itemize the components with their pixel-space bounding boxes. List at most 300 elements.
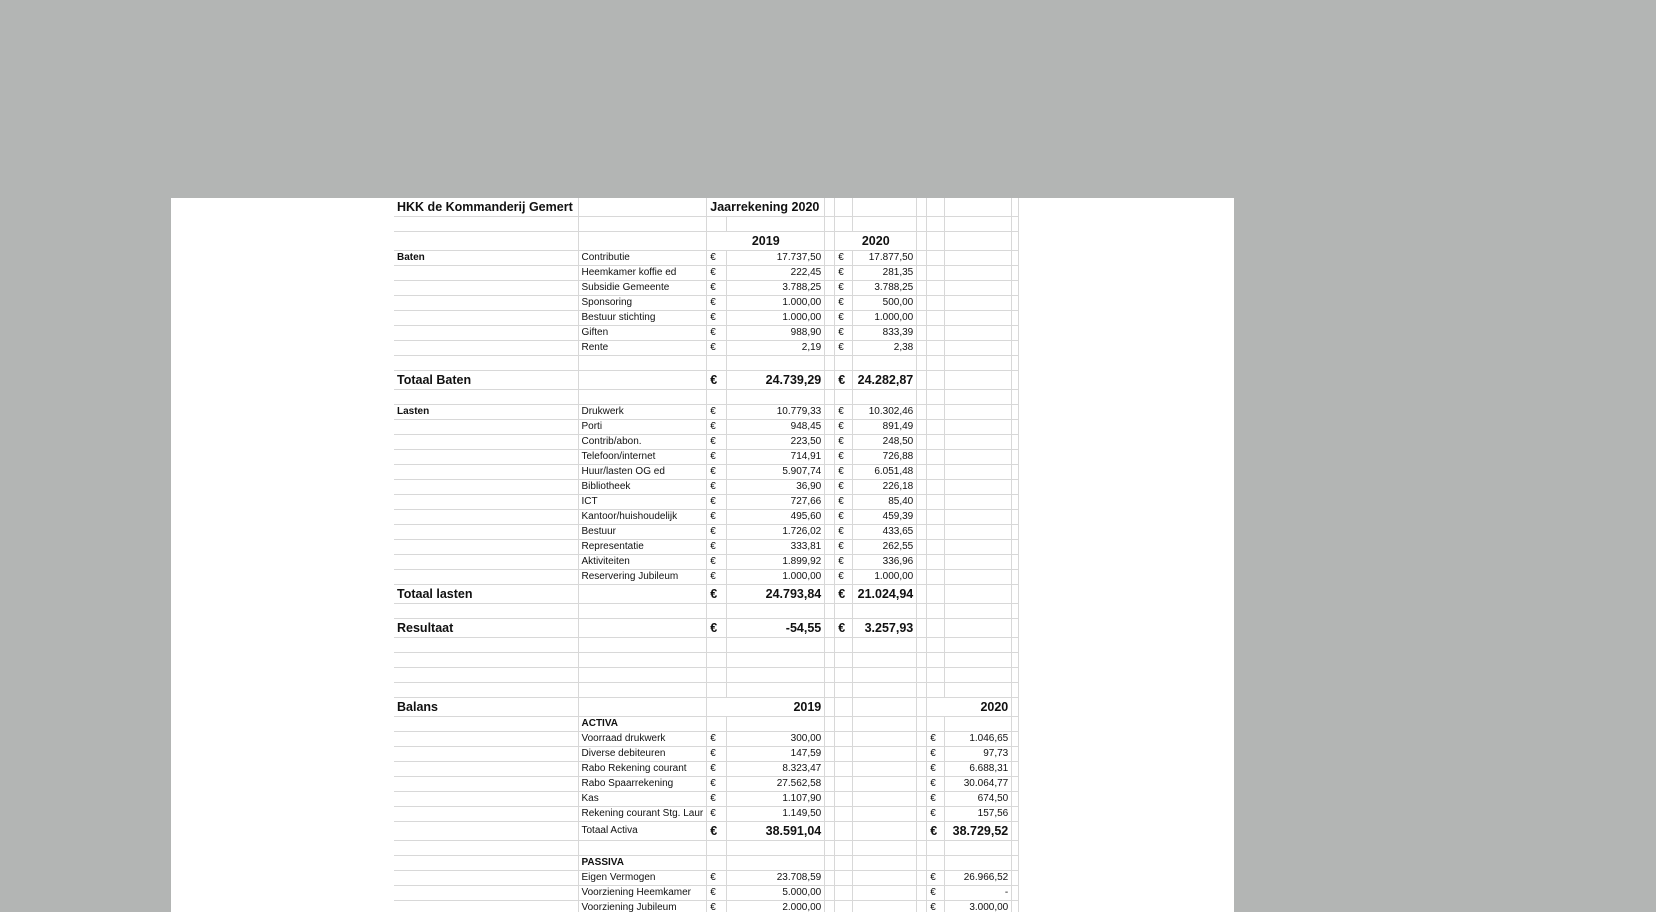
empty-cell: [1012, 420, 1019, 435]
empty-cell: [835, 871, 853, 886]
value-2020: 3.788,25: [853, 281, 917, 296]
empty-cell: [825, 311, 835, 326]
line-item-row: [394, 480, 1019, 495]
empty-cell: [1012, 480, 1019, 495]
empty-cell: [917, 698, 927, 717]
empty-cell: [394, 841, 578, 856]
value-2019: 1.726,02: [727, 525, 825, 540]
empty-cell: [927, 435, 945, 450]
empty-cell: [825, 525, 835, 540]
spacer-row: [394, 356, 1019, 371]
empty-cell: [835, 747, 853, 762]
empty-cell: [1012, 683, 1019, 698]
empty-cell: [1012, 555, 1019, 570]
empty-cell: [825, 390, 835, 405]
empty-cell: [1012, 251, 1019, 266]
empty-cell: [578, 638, 707, 653]
currency-symbol: €: [707, 871, 727, 886]
empty-cell: [945, 266, 1012, 281]
empty-cell: [825, 217, 835, 232]
currency-symbol: €: [835, 251, 853, 266]
empty-cell: [578, 841, 707, 856]
value-2020: 262,55: [853, 540, 917, 555]
empty-cell: [927, 420, 945, 435]
empty-cell: [394, 281, 578, 296]
empty-cell: [945, 341, 1012, 356]
empty-cell: [853, 886, 917, 901]
empty-cell: [853, 747, 917, 762]
empty-cell: [917, 732, 927, 747]
empty-cell: [825, 638, 835, 653]
empty-cell: [825, 450, 835, 465]
currency-symbol: €: [927, 901, 945, 912]
value-2020: 281,35: [853, 266, 917, 281]
item-name: Huur/lasten OG ed: [578, 465, 707, 480]
empty-cell: [825, 886, 835, 901]
empty-cell: [1012, 841, 1019, 856]
empty-cell: [578, 217, 707, 232]
empty-cell: [835, 822, 853, 841]
line-item-row: [394, 435, 1019, 450]
empty-cell: [945, 683, 1012, 698]
empty-cell: [927, 668, 945, 683]
value-2020: 248,50: [853, 435, 917, 450]
empty-cell: [917, 792, 927, 807]
empty-cell: [825, 570, 835, 585]
value-2020: 3.000,00: [945, 901, 1012, 912]
currency-symbol: €: [707, 266, 727, 281]
empty-cell: [945, 420, 1012, 435]
empty-cell: [394, 465, 578, 480]
empty-cell: [1012, 281, 1019, 296]
result-row: [394, 619, 1019, 638]
empty-cell: [945, 296, 1012, 311]
currency-symbol: €: [707, 495, 727, 510]
empty-cell: [835, 638, 853, 653]
currency-symbol: €: [835, 311, 853, 326]
empty-cell: [927, 296, 945, 311]
value-2019: 1.107,90: [727, 792, 825, 807]
item-name: Voorziening Heemkamer: [578, 886, 707, 901]
empty-cell: [853, 356, 917, 371]
empty-cell: [578, 653, 707, 668]
empty-cell: [917, 822, 927, 841]
empty-cell: [825, 901, 835, 912]
resultaat-2019: -54,55: [727, 619, 825, 638]
empty-cell: [917, 555, 927, 570]
empty-cell: [835, 390, 853, 405]
line-item-row: [394, 540, 1019, 555]
empty-cell: [727, 390, 825, 405]
line-item-row: [394, 450, 1019, 465]
empty-cell: [945, 405, 1012, 420]
empty-cell: [394, 450, 578, 465]
empty-cell: [825, 341, 835, 356]
currency-symbol: €: [707, 326, 727, 341]
value-2019: 36,90: [727, 480, 825, 495]
value-2020: 6.688,31: [945, 762, 1012, 777]
value-2019: 222,45: [727, 266, 825, 281]
currency-symbol: €: [835, 540, 853, 555]
item-name: Kas: [578, 792, 707, 807]
empty-cell: [835, 356, 853, 371]
currency-symbol: €: [707, 435, 727, 450]
empty-cell: [917, 341, 927, 356]
empty-cell: [927, 326, 945, 341]
value-2019: 5.907,74: [727, 465, 825, 480]
empty-cell: [394, 807, 578, 822]
empty-cell: [917, 717, 927, 732]
empty-cell: [945, 856, 1012, 871]
currency-symbol: €: [707, 540, 727, 555]
empty-cell: [727, 717, 825, 732]
empty-cell: [825, 792, 835, 807]
item-name: Heemkamer koffie ed: [578, 266, 707, 281]
value-2019: 27.562,58: [727, 777, 825, 792]
empty-cell: [835, 653, 853, 668]
empty-cell: [1012, 465, 1019, 480]
empty-cell: [1012, 356, 1019, 371]
empty-cell: [1012, 856, 1019, 871]
empty-cell: [394, 886, 578, 901]
totaal-activa-2019: 38.591,04: [727, 822, 825, 841]
empty-cell: [1012, 717, 1019, 732]
currency-symbol: €: [835, 405, 853, 420]
activa-label: ACTIVA: [578, 717, 707, 732]
total-row: [394, 822, 1019, 841]
empty-cell: [917, 510, 927, 525]
currency-symbol: €: [835, 480, 853, 495]
item-name: Sponsoring: [578, 296, 707, 311]
empty-cell: [835, 777, 853, 792]
currency-symbol: €: [707, 585, 727, 604]
empty-cell: [1012, 871, 1019, 886]
currency-symbol: €: [707, 901, 727, 912]
empty-cell: [917, 841, 927, 856]
empty-cell: [853, 792, 917, 807]
empty-cell: [825, 371, 835, 390]
empty-cell: [1012, 510, 1019, 525]
empty-cell: [1012, 604, 1019, 619]
empty-cell: [1012, 311, 1019, 326]
empty-cell: [1012, 807, 1019, 822]
currency-symbol: €: [927, 732, 945, 747]
line-item-row: [394, 871, 1019, 886]
empty-cell: [835, 886, 853, 901]
empty-cell: [917, 901, 927, 912]
spacer-row: [394, 638, 1019, 653]
currency-symbol: €: [707, 807, 727, 822]
empty-cell: [727, 841, 825, 856]
value-2020: 833,39: [853, 326, 917, 341]
empty-cell: [917, 266, 927, 281]
empty-cell: [835, 717, 853, 732]
totaal-baten-2019: 24.739,29: [727, 371, 825, 390]
currency-symbol: €: [927, 792, 945, 807]
empty-cell: [853, 822, 917, 841]
line-item-row: [394, 777, 1019, 792]
item-name: Voorziening Jubileum: [578, 901, 707, 912]
line-item-row: [394, 732, 1019, 747]
item-name: Rekening courant Stg. Laur: [578, 807, 707, 822]
value-2020: 97,73: [945, 747, 1012, 762]
empty-cell: [825, 251, 835, 266]
line-item-row: [394, 747, 1019, 762]
empty-cell: [917, 405, 927, 420]
line-item-row: [394, 296, 1019, 311]
empty-cell: [853, 762, 917, 777]
value-2019: 1.000,00: [727, 570, 825, 585]
empty-cell: [927, 266, 945, 281]
value-2020: 6.051,48: [853, 465, 917, 480]
line-item-row: [394, 251, 1019, 266]
currency-symbol: €: [927, 777, 945, 792]
empty-cell: [825, 435, 835, 450]
empty-cell: [394, 747, 578, 762]
empty-cell: [835, 792, 853, 807]
empty-cell: [927, 856, 945, 871]
empty-cell: [853, 683, 917, 698]
value-2019: 1.899,92: [727, 555, 825, 570]
item-name: Rente: [578, 341, 707, 356]
empty-cell: [825, 356, 835, 371]
currency-symbol: €: [927, 747, 945, 762]
currency-symbol: €: [835, 495, 853, 510]
line-item-row: [394, 807, 1019, 822]
empty-cell: [1012, 405, 1019, 420]
item-name: ICT: [578, 495, 707, 510]
empty-cell: [945, 619, 1012, 638]
item-name: Kantoor/huishoudelijk: [578, 510, 707, 525]
empty-cell: [394, 296, 578, 311]
empty-cell: [825, 807, 835, 822]
empty-cell: [578, 356, 707, 371]
empty-cell: [945, 450, 1012, 465]
empty-cell: [835, 807, 853, 822]
empty-cell: [394, 435, 578, 450]
empty-cell: [927, 232, 945, 251]
currency-symbol: €: [835, 296, 853, 311]
empty-cell: [917, 198, 927, 217]
value-2020: 1.000,00: [853, 311, 917, 326]
value-2020: 157,56: [945, 807, 1012, 822]
spacer-row: [394, 604, 1019, 619]
empty-cell: [917, 296, 927, 311]
line-item-row: [394, 281, 1019, 296]
empty-cell: [835, 668, 853, 683]
empty-cell: [1012, 341, 1019, 356]
currency-symbol: €: [835, 326, 853, 341]
empty-cell: [835, 683, 853, 698]
empty-cell: [917, 465, 927, 480]
year-header-2020: 2020: [835, 232, 917, 251]
empty-cell: [835, 217, 853, 232]
empty-cell: [394, 311, 578, 326]
empty-cell: [945, 232, 1012, 251]
value-2020: 17.877,50: [853, 251, 917, 266]
item-name: Rabo Spaarrekening: [578, 777, 707, 792]
empty-cell: [825, 405, 835, 420]
empty-cell: [853, 732, 917, 747]
empty-cell: [945, 638, 1012, 653]
empty-cell: [1012, 495, 1019, 510]
empty-cell: [825, 465, 835, 480]
empty-cell: [578, 232, 707, 251]
empty-cell: [927, 510, 945, 525]
currency-symbol: €: [835, 341, 853, 356]
value-2020: -: [945, 886, 1012, 901]
empty-cell: [945, 525, 1012, 540]
currency-symbol: €: [707, 251, 727, 266]
empty-cell: [394, 341, 578, 356]
empty-cell: [917, 371, 927, 390]
empty-cell: [394, 871, 578, 886]
totaal-baten-label: Totaal Baten: [394, 371, 578, 390]
empty-cell: [917, 886, 927, 901]
total-row: [394, 585, 1019, 604]
empty-cell: [394, 717, 578, 732]
line-item-row: [394, 525, 1019, 540]
empty-cell: [917, 435, 927, 450]
empty-cell: [578, 585, 707, 604]
value-2020: 226,18: [853, 480, 917, 495]
empty-cell: [927, 717, 945, 732]
passiva-label: PASSIVA: [578, 856, 707, 871]
empty-cell: [1012, 198, 1019, 217]
empty-cell: [917, 480, 927, 495]
currency-symbol: €: [835, 619, 853, 638]
empty-cell: [835, 901, 853, 912]
empty-cell: [394, 683, 578, 698]
empty-cell: [945, 251, 1012, 266]
currency-symbol: €: [707, 525, 727, 540]
value-2019: 300,00: [727, 732, 825, 747]
currency-symbol: €: [927, 886, 945, 901]
empty-cell: [1012, 435, 1019, 450]
value-2019: 1.149,50: [727, 807, 825, 822]
empty-cell: [825, 296, 835, 311]
currency-symbol: €: [835, 281, 853, 296]
empty-cell: [394, 540, 578, 555]
empty-cell: [945, 841, 1012, 856]
empty-cell: [825, 480, 835, 495]
empty-cell: [945, 570, 1012, 585]
financial-statement-table: [394, 198, 1019, 912]
empty-cell: [917, 856, 927, 871]
empty-cell: [835, 604, 853, 619]
sheet-title: HKK de Kommanderij Gemert: [394, 198, 578, 217]
empty-cell: [917, 232, 927, 251]
currency-symbol: €: [707, 792, 727, 807]
value-2019: 8.323,47: [727, 762, 825, 777]
currency-symbol: €: [835, 465, 853, 480]
empty-cell: [727, 356, 825, 371]
empty-cell: [394, 822, 578, 841]
currency-symbol: €: [707, 732, 727, 747]
empty-cell: [945, 465, 1012, 480]
item-name: Subsidie Gemeente: [578, 281, 707, 296]
empty-cell: [727, 856, 825, 871]
empty-cell: [394, 266, 578, 281]
empty-cell: [1012, 762, 1019, 777]
empty-cell: [945, 326, 1012, 341]
currency-symbol: €: [707, 450, 727, 465]
empty-cell: [825, 668, 835, 683]
empty-cell: [917, 281, 927, 296]
empty-cell: [707, 717, 727, 732]
currency-symbol: €: [707, 777, 727, 792]
empty-cell: [707, 653, 727, 668]
lasten-label: Lasten: [394, 405, 578, 420]
item-name: Drukwerk: [578, 405, 707, 420]
line-item-row: [394, 420, 1019, 435]
empty-cell: [853, 604, 917, 619]
empty-cell: [917, 217, 927, 232]
empty-cell: [927, 495, 945, 510]
empty-cell: [945, 510, 1012, 525]
empty-cell: [394, 901, 578, 912]
currency-symbol: €: [707, 341, 727, 356]
empty-cell: [927, 371, 945, 390]
empty-cell: [1012, 822, 1019, 841]
value-2019: 10.779,33: [727, 405, 825, 420]
empty-cell: [825, 653, 835, 668]
empty-cell: [1012, 585, 1019, 604]
value-2020: 500,00: [853, 296, 917, 311]
empty-cell: [1012, 732, 1019, 747]
item-name: Reservering Jubileum: [578, 570, 707, 585]
empty-cell: [1012, 371, 1019, 390]
currency-symbol: €: [707, 465, 727, 480]
empty-cell: [917, 762, 927, 777]
empty-cell: [394, 525, 578, 540]
empty-cell: [945, 604, 1012, 619]
empty-cell: [917, 668, 927, 683]
empty-cell: [927, 619, 945, 638]
empty-cell: [1012, 390, 1019, 405]
empty-cell: [707, 390, 727, 405]
empty-cell: [1012, 450, 1019, 465]
empty-cell: [945, 198, 1012, 217]
empty-cell: [578, 698, 707, 717]
line-item-row: [394, 465, 1019, 480]
currency-symbol: €: [927, 762, 945, 777]
empty-cell: [927, 251, 945, 266]
currency-symbol: €: [707, 762, 727, 777]
title-row: [394, 198, 1019, 217]
empty-cell: [825, 232, 835, 251]
totaal-baten-2020: 24.282,87: [853, 371, 917, 390]
spreadsheet-page: [171, 198, 1234, 912]
empty-cell: [853, 717, 917, 732]
empty-cell: [825, 841, 835, 856]
empty-cell: [1012, 668, 1019, 683]
currency-symbol: €: [707, 281, 727, 296]
empty-cell: [945, 390, 1012, 405]
spacer-row: [394, 683, 1019, 698]
empty-cell: [945, 668, 1012, 683]
empty-cell: [825, 510, 835, 525]
totaal-activa-2020: 38.729,52: [945, 822, 1012, 841]
empty-cell: [927, 311, 945, 326]
empty-cell: [853, 807, 917, 822]
empty-cell: [1012, 232, 1019, 251]
empty-cell: [945, 555, 1012, 570]
empty-cell: [835, 698, 853, 717]
line-item-row: [394, 495, 1019, 510]
value-2020: 1.046,65: [945, 732, 1012, 747]
line-item-row: [394, 886, 1019, 901]
